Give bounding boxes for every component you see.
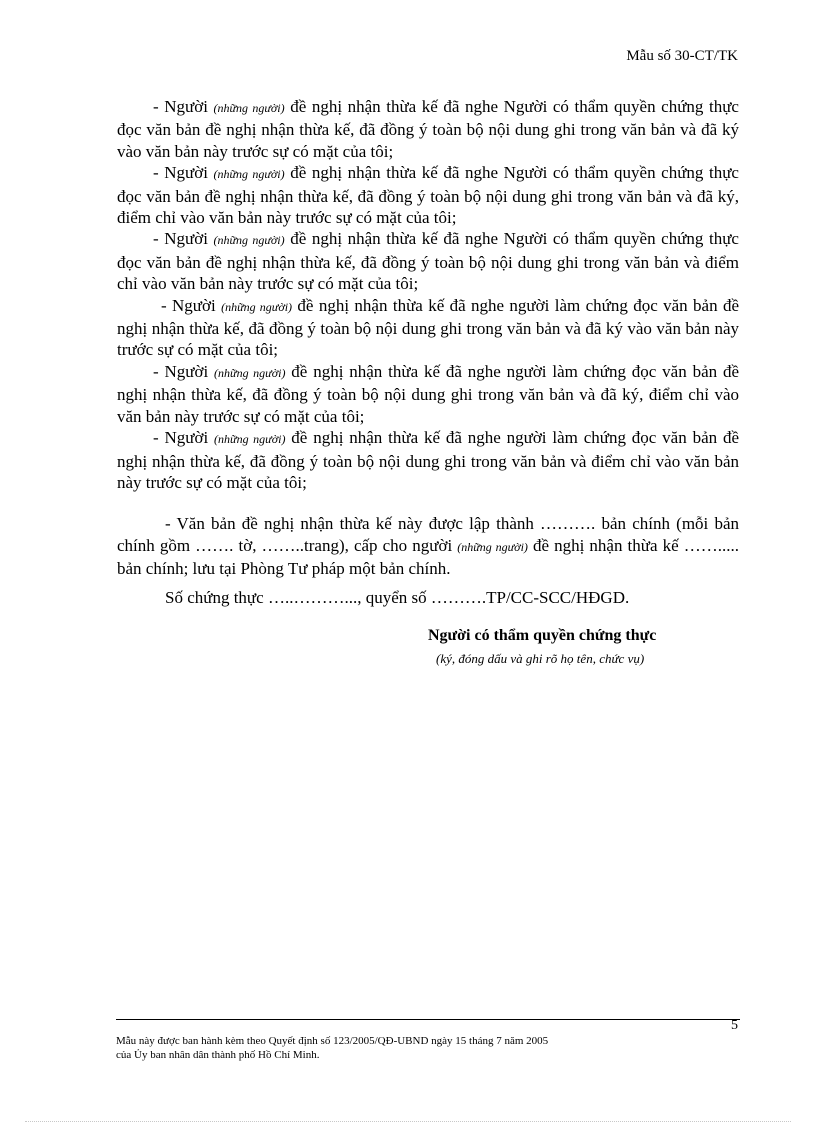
final-paragraph: - Văn bản đề nghị nhận thừa kế này được lập thành ………. bản chính (mỗi bản chính gồm ……. tờ, ……..trang), cấp cho người (những người) đề nghị nhận thừa kế ……..... bản chính; lưu tại Phòng Tư pháp một bản chính. — [117, 514, 740, 579]
document-body — [117, 96, 739, 580]
certification-number-line: Số chứng thực …..………..., quyển số ……….TP/CC-SCC/HĐGD. — [165, 588, 630, 607]
footer-line-2: của Ủy ban nhân dân thành phố Hồ Chí Minh. — [116, 1049, 320, 1061]
paragraph-6: - Người (những người) đề nghị nhận thừa kế đã nghe người làm chứng đọc văn bản đề nghị nhận thừa kế, đã đồng ý toàn bộ nội dung ghi trong văn bản và điểm chỉ vào văn bản này trước sự có mặt của tôi; — [117, 428, 739, 492]
paragraph-1: - Người (những người) đề nghị nhận thừa kế đã nghe Người có thẩm quyền chứng thực đọc văn bản đề nghị nhận thừa kế, đã đồng ý toàn bộ nội dung ghi trong văn bản và đã ký vào văn bản này trước sự có mặt của tôi; — [117, 97, 739, 161]
footer-divider — [116, 1019, 740, 1020]
paragraph-5: - Người (những người) đề nghị nhận thừa kế đã nghe người làm chứng đọc văn bản đề nghị nhận thừa kế, đã đồng ý toàn bộ nội dung ghi trong văn bản và đã ký, điểm chỉ vào văn bản này trước sự có mặt của tôi; — [117, 361, 739, 426]
paragraph-4: - Người (những người) đề nghị nhận thừa kế đã nghe người làm chứng đọc văn bản đề nghị nhận thừa kế, đã đồng ý toàn bộ nội dung ghi trong văn bản và đã ký vào văn bản này trước sự có mặt của tôi; — [117, 295, 740, 360]
signer-note: (ký, đóng dấu và ghi rõ họ tên, chức vụ) — [436, 651, 645, 666]
page-bottom-border — [25, 1121, 791, 1122]
footer-line-1: Mẫu này được ban hành kèm theo Quyết định số 123/2005/QĐ-UBND ngày 15 tháng 7 năm 2005 — [116, 1035, 549, 1047]
footer-note — [116, 1034, 736, 1062]
signer-title: Người có thẩm quyền chứng thực — [428, 627, 657, 644]
paragraph-3: - Người (những người) đề nghị nhận thừa kế đã nghe Người có thẩm quyền chứng thực đọc văn bản đề nghị nhận thừa kế, đã đồng ý toàn bộ nội dung ghi trong văn bản và điểm chỉ vào văn bản này trước sự có mặt của tôi; — [117, 229, 739, 294]
paragraph-2: - Người (những người) đề nghị nhận thừa kế đã nghe Người có thẩm quyền chứng thực đọc văn bản đề nghị nhận thừa kế, đã đồng ý toàn bộ nội dung ghi trong văn bản và đã ký, điểm chỉ vào văn bản này trước sự có mặt của tôi; — [117, 163, 739, 228]
form-code: Mẫu số 30-CT/TK — [626, 48, 738, 64]
page-number: 5 — [731, 1018, 738, 1033]
